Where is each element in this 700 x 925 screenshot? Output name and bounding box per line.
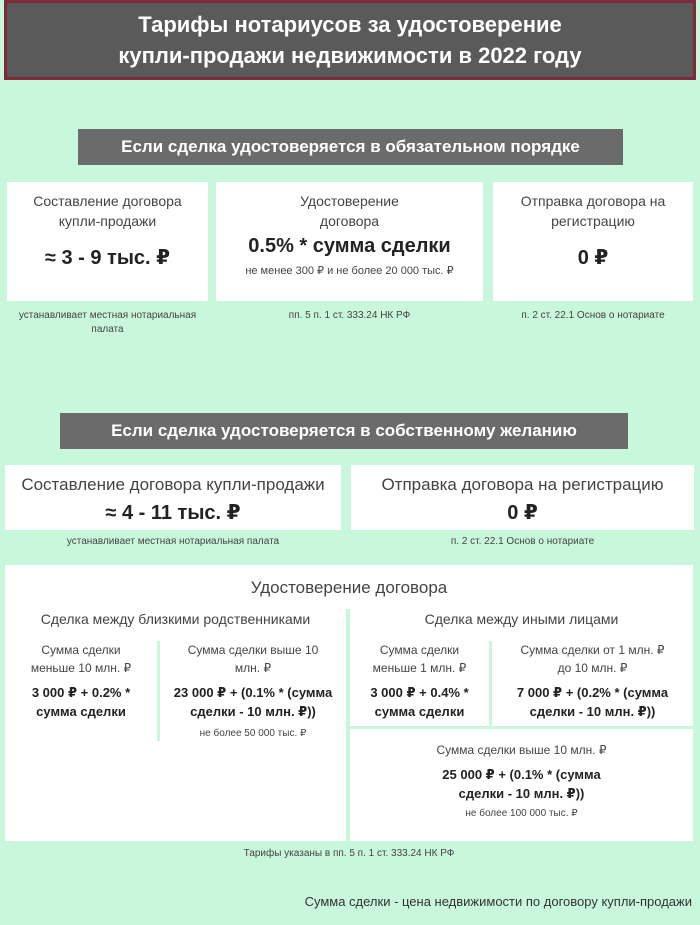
threshold-label: Сумма сделки xyxy=(379,643,460,657)
title-line-1: Тарифы нотариусов за удостоверение xyxy=(138,12,562,37)
formula: 7 000 ₽ + (0.2% * (сумма xyxy=(516,685,669,700)
note-line: палата xyxy=(91,324,124,335)
row-divider xyxy=(350,726,693,729)
card-label: Отправка договора на регистрацию xyxy=(381,475,664,494)
formula: 3 000 ₽ + 0.4% * xyxy=(370,685,469,700)
threshold-label: Сумма сделки выше 10 млн. ₽ xyxy=(436,743,607,757)
formula: 25 000 ₽ + (0.1% * (сумма xyxy=(442,767,601,782)
card-label: Составление договора xyxy=(33,193,182,209)
card-limit: не менее 300 ₽ и не более 20 000 тыс. ₽ xyxy=(245,265,454,277)
footnote-tariffs: Тарифы указаны в пп. 5 п. 1 ст. 333.24 НК РФ xyxy=(243,848,455,859)
card-contract-drafting xyxy=(7,182,208,301)
card-value: 0 ₽ xyxy=(507,502,538,524)
definition-note: Сумма сделки - цена недвижимости по договору купли-продажи xyxy=(304,894,692,909)
card-label: Удостоверение xyxy=(300,193,399,209)
section-heading-voluntary: Если сделка удостоверяется в собственному желанию xyxy=(60,413,628,449)
note-local-chamber xyxy=(7,309,208,337)
card-certification xyxy=(216,182,483,301)
card-value: 0.5% * сумма сделки xyxy=(248,235,451,257)
section-heading-mandatory: Если сделка удостоверяется в обязательном порядке xyxy=(78,129,623,165)
others-under-1m xyxy=(350,641,489,721)
card-value: ≈ 3 - 9 тыс. ₽ xyxy=(44,247,171,269)
card-value: ≈ 4 - 11 тыс. ₽ xyxy=(105,502,241,524)
limit: не более 50 000 тыс. ₽ xyxy=(199,728,307,739)
formula: сумма сделки xyxy=(36,704,126,719)
others-1m-to-10m xyxy=(492,641,693,721)
relatives-heading: Сделка между близкими родственниками xyxy=(40,611,311,627)
note-line: устанавливает местная нотариальная xyxy=(18,310,197,321)
others-over-10m xyxy=(350,741,693,819)
title-line-2: купли-продажи недвижимости в 2022 году xyxy=(118,43,582,68)
note-local-chamber: устанавливает местная нотариальная палата xyxy=(66,536,280,547)
limit: не более 100 000 тыс. ₽ xyxy=(465,808,578,819)
certification-block xyxy=(5,565,693,841)
card-label: Составление договора купли-продажи xyxy=(21,475,325,494)
card-label: договора xyxy=(319,213,380,229)
card-value: 0 ₽ xyxy=(577,247,609,269)
certification-title: Удостоверение договора xyxy=(250,578,448,597)
threshold-label: меньше 10 млн. ₽ xyxy=(30,661,132,675)
note-notary-law: п. 2 ст. 22.1 Основ о нотариате xyxy=(450,536,595,547)
threshold-label: меньше 1 млн. ₽ xyxy=(372,661,467,675)
threshold-label: до 10 млн. ₽ xyxy=(557,661,628,675)
card-registration xyxy=(493,182,693,301)
note-tax-code: пп. 5 п. 1 ст. 333.24 НК РФ xyxy=(288,310,411,321)
relatives-over-10m xyxy=(160,641,346,739)
formula: 23 000 ₽ + (0.1% * (сумма xyxy=(173,685,333,700)
threshold-label: млн. ₽ xyxy=(234,661,272,675)
threshold-label: Сумма сделки выше 10 xyxy=(187,643,319,657)
threshold-label: Сумма сделки от 1 млн. ₽ xyxy=(520,643,665,657)
page-title xyxy=(4,0,696,80)
formula: сумма сделки xyxy=(374,704,465,719)
relatives-under-10m xyxy=(5,641,157,721)
others-heading: Сделка между иными лицами xyxy=(424,611,619,627)
formula: сделки - 10 млн. ₽)) xyxy=(458,786,585,801)
formula: 3 000 ₽ + 0.2% * xyxy=(31,685,131,700)
card-label: Отправка договора на xyxy=(520,193,666,209)
formula: сделки - 10 млн. ₽)) xyxy=(190,704,316,719)
card-registration-voluntary xyxy=(351,465,694,530)
note-notary-law: п. 2 ст. 22.1 Основ о нотариате xyxy=(521,310,665,321)
card-contract-drafting-voluntary xyxy=(5,465,341,530)
card-label: регистрацию xyxy=(551,213,635,229)
card-label: купли-продажи xyxy=(58,213,157,229)
threshold-label: Сумма сделки xyxy=(41,643,121,657)
formula: сделки - 10 млн. ₽)) xyxy=(529,704,656,719)
